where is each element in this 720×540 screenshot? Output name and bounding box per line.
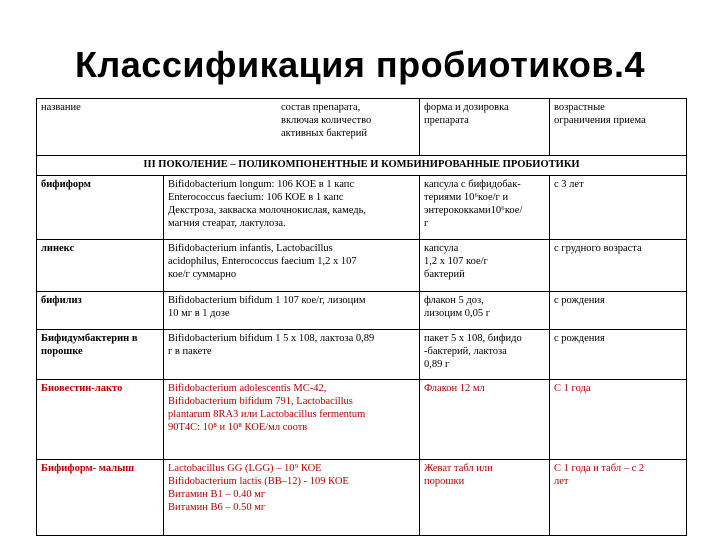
generation-label: III ПОКОЛЕНИЕ – ПОЛИКОМПОНЕНТНЫЕ И КОМБИНИРОВАННЫЕ ПРОБИОТИКИ	[37, 156, 687, 176]
drug-form: капсула с бифидобак- териями 10⁶кое/г и энтерококками10⁶кое/ г	[420, 176, 550, 240]
drug-name: бифилиз	[37, 292, 164, 330]
header-composition: состав препарата, включая количество активных бактерий	[281, 102, 372, 139]
header-name-composition-cell	[37, 99, 420, 156]
table-row	[37, 380, 687, 460]
drug-name: линекс	[37, 240, 164, 292]
drug-form: флакон 5 доз, лизоцим 0,05 г	[420, 292, 550, 330]
drug-age: с рождения	[550, 292, 687, 330]
drug-name: Бифиформ- малыш	[37, 460, 164, 536]
drug-age: с 3 лет	[550, 176, 687, 240]
slide-title: Классификация пробиотиков.4	[74, 44, 646, 85]
drug-name: Биовестин-лакто	[37, 380, 164, 460]
drug-age: С 1 года и табл – с 2 лет	[550, 460, 687, 536]
drug-age: с грудного возраста	[550, 240, 687, 292]
table-row	[37, 330, 687, 380]
drug-composition: Bifidobacterium adolescentis MC-42, Bifidobacterium bifidum 791, Lactobacillus plantarum 8RA3 или Lactobacillus fermentum 90Т4С: 10⁸ и 10⁸ КОЕ/мл соотв	[164, 380, 420, 460]
drug-form: Жеват табл или порошки	[420, 460, 550, 536]
header-form: форма и дозировка препарата	[420, 99, 550, 156]
drug-composition: Bifidobacterium longum: 106 КОЕ в 1 капс Enterococcus faecium: 106 КОЕ в 1 капс Декстроза, закваска молочнокислая, камедь, магния стеарат, лактулоза.	[164, 176, 420, 240]
header-row	[37, 99, 687, 156]
header-age: возрастные ограничения приема	[550, 99, 687, 156]
probiotics-table	[36, 98, 687, 536]
drug-composition: Bifidobacterium infantis, Lactobacillus acidophilus, Enterococcus faecium 1,2 х 107 кое/г суммарно	[164, 240, 420, 292]
drug-age: с рождения	[550, 330, 687, 380]
drug-form: Флакон 12 мл	[420, 380, 550, 460]
table-row	[37, 292, 687, 330]
drug-form: капсула 1,2 х 107 кое/г бактерий	[420, 240, 550, 292]
drug-form: пакет 5 х 108, бифидо -бактерий, лактоза 0,89 г	[420, 330, 550, 380]
table-row	[37, 460, 687, 536]
drug-name: бифиформ	[37, 176, 164, 240]
drug-composition: Bifidobacterium bifidum 1 5 х 108, лактоза 0,89 г в пакете	[164, 330, 420, 380]
header-name: название	[41, 102, 81, 113]
table-row	[37, 240, 687, 292]
drug-name: Бифидумбактерин в порошке	[37, 330, 164, 380]
drug-age: С 1 года	[550, 380, 687, 460]
drug-composition: Lactobacillus GG (LGG) – 10⁹ КОЕ Bifidobacterium lactis (BB–12) - 109 КОЕ Витамин В1 – 0.40 мг Витамин В6 – 0.50 мг	[164, 460, 420, 536]
table-row	[37, 176, 687, 240]
generation-row	[37, 156, 687, 176]
drug-composition: Bifidobacterium bifidum 1 107 кое/г, лизоцим 10 мг в 1 дозе	[164, 292, 420, 330]
